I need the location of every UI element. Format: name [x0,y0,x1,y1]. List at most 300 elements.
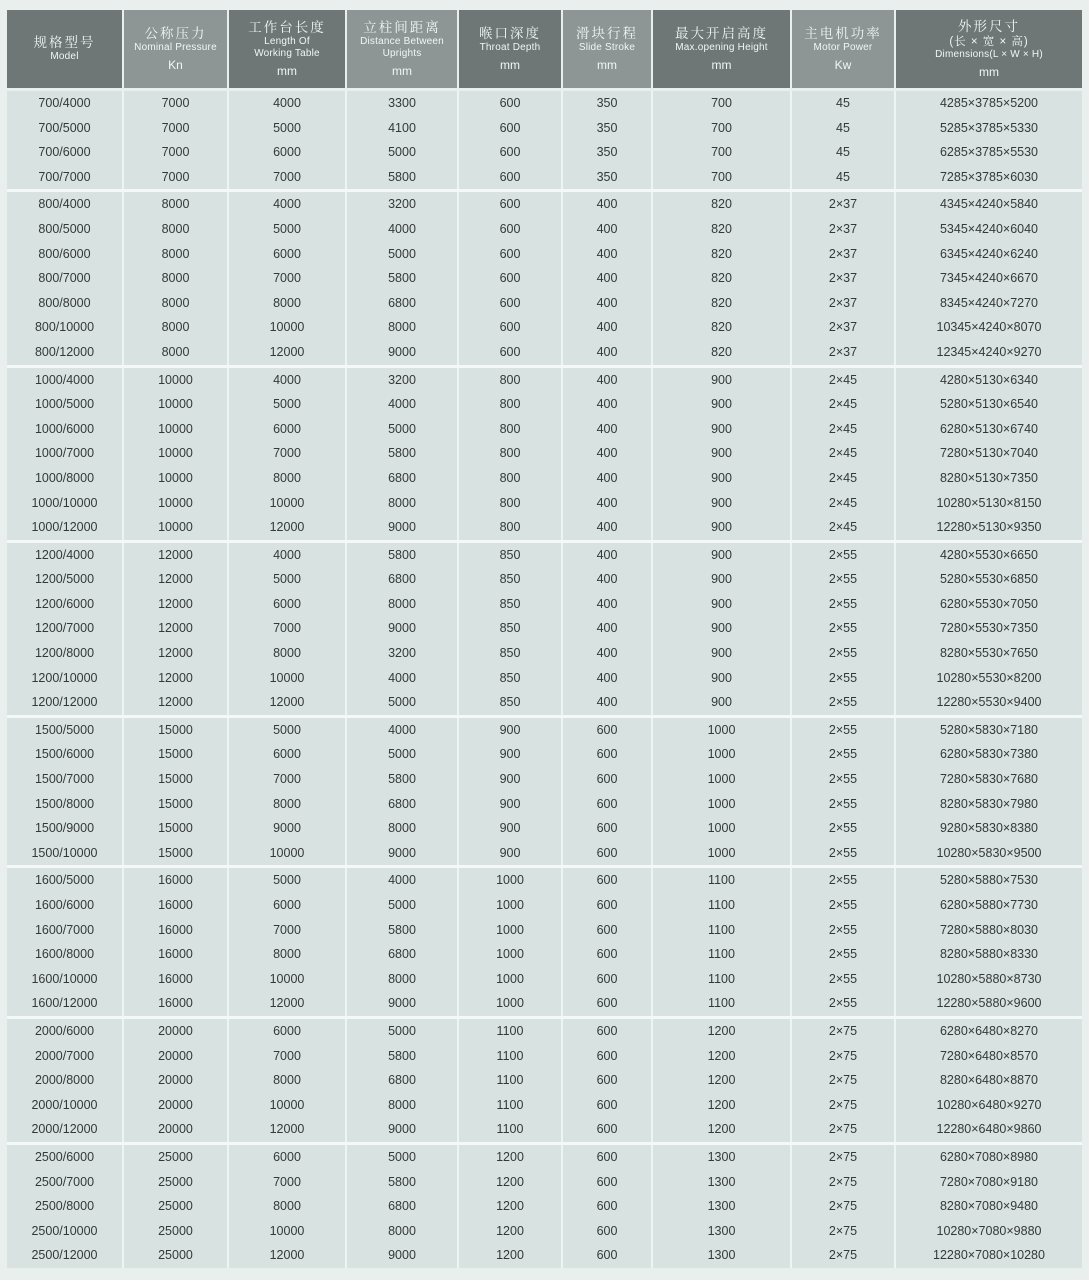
cell-throat-depth: 600 [459,192,561,217]
cell-max-opening-height: 1000 [653,742,790,767]
cell-working-table-length: 8000 [229,792,345,817]
cell-uprights-distance: 9000 [347,991,457,1016]
cell-slide-stroke: 600 [563,991,651,1016]
cell-working-table-length: 7000 [229,616,345,641]
cell-motor-power: 2×55 [792,567,894,592]
cell-uprights-distance: 6800 [347,291,457,316]
cell-uprights-distance: 3200 [347,368,457,393]
table-row [7,841,1082,866]
cell-nominal-pressure: 15000 [124,816,227,841]
table-row [7,217,1082,242]
cell-max-opening-height: 900 [653,543,790,568]
cell-model: 1600/5000 [7,868,122,893]
table-row [7,1219,1082,1244]
header-text: Slide Stroke [578,42,636,53]
cell-working-table-length: 10000 [229,841,345,866]
cell-model: 2000/12000 [7,1117,122,1142]
cell-throat-depth: 1000 [459,893,561,918]
cell-model: 1600/7000 [7,918,122,943]
cell-working-table-length: 6000 [229,242,345,267]
cell-working-table-length: 7000 [229,1044,345,1069]
table-row [7,192,1082,217]
cell-throat-depth: 800 [459,441,561,466]
cell-model: 1200/10000 [7,666,122,691]
cell-working-table-length: 7000 [229,266,345,291]
cell-dimensions: 8280×5130×7350 [896,466,1082,491]
cell-dimensions: 6280×6480×8270 [896,1019,1082,1044]
cell-max-opening-height: 1300 [653,1145,790,1170]
cell-max-opening-height: 1000 [653,792,790,817]
cell-max-opening-height: 820 [653,266,790,291]
cell-dimensions: 10280×7080×9880 [896,1219,1082,1244]
table-row [7,1243,1082,1268]
cell-max-opening-height: 1100 [653,967,790,992]
cell-model: 2000/7000 [7,1044,122,1069]
cell-uprights-distance: 5800 [347,165,457,190]
cell-throat-depth: 1000 [459,942,561,967]
cell-dimensions: 5280×5130×6540 [896,392,1082,417]
cell-model: 2000/6000 [7,1019,122,1044]
table-row [7,718,1082,743]
cell-model: 1500/5000 [7,718,122,743]
cell-dimensions: 10280×5830×9500 [896,841,1082,866]
cell-nominal-pressure: 8000 [124,217,227,242]
cell-working-table-length: 12000 [229,515,345,540]
cell-dimensions: 7280×5880×8030 [896,918,1082,943]
cell-nominal-pressure: 15000 [124,718,227,743]
header-text: Kn [168,58,183,72]
cell-working-table-length: 12000 [229,991,345,1016]
cell-nominal-pressure: 20000 [124,1019,227,1044]
cell-slide-stroke: 400 [563,441,651,466]
cell-slide-stroke: 600 [563,967,651,992]
cell-motor-power: 2×55 [792,893,894,918]
cell-motor-power: 2×55 [792,792,894,817]
cell-max-opening-height: 1300 [653,1170,790,1195]
cell-nominal-pressure: 25000 [124,1243,227,1268]
cell-motor-power: 2×55 [792,767,894,792]
cell-slide-stroke: 400 [563,266,651,291]
cell-dimensions: 8280×5830×7980 [896,792,1082,817]
cell-nominal-pressure: 7000 [124,165,227,190]
cell-nominal-pressure: 12000 [124,666,227,691]
cell-uprights-distance: 8000 [347,1219,457,1244]
cell-uprights-distance: 9000 [347,515,457,540]
table-row [7,417,1082,442]
cell-motor-power: 2×55 [792,868,894,893]
cell-uprights-distance: 8000 [347,491,457,516]
cell-max-opening-height: 900 [653,515,790,540]
cell-motor-power: 2×45 [792,491,894,516]
cell-nominal-pressure: 8000 [124,192,227,217]
cell-uprights-distance: 9000 [347,340,457,365]
cell-model: 800/7000 [7,266,122,291]
cell-motor-power: 2×55 [792,942,894,967]
cell-uprights-distance: 6800 [347,1068,457,1093]
cell-working-table-length: 10000 [229,1219,345,1244]
cell-dimensions: 12280×5130×9350 [896,515,1082,540]
cell-motor-power: 2×55 [792,592,894,617]
table-row [7,91,1082,116]
cell-motor-power: 2×55 [792,991,894,1016]
cell-dimensions: 6280×5880×7730 [896,893,1082,918]
cell-dimensions: 4285×3785×5200 [896,91,1082,116]
cell-dimensions: 7280×5830×7680 [896,767,1082,792]
cell-uprights-distance: 5000 [347,742,457,767]
cell-throat-depth: 900 [459,742,561,767]
cell-dimensions: 7285×3785×6030 [896,165,1082,190]
cell-uprights-distance: 5000 [347,1145,457,1170]
cell-motor-power: 2×75 [792,1068,894,1093]
cell-max-opening-height: 1200 [653,1019,790,1044]
cell-dimensions: 7280×7080×9180 [896,1170,1082,1195]
cell-working-table-length: 8000 [229,641,345,666]
cell-uprights-distance: 6800 [347,466,457,491]
cell-nominal-pressure: 25000 [124,1170,227,1195]
cell-uprights-distance: 9000 [347,1117,457,1142]
table-row [7,592,1082,617]
header-text: Uprights [382,48,422,59]
cell-motor-power: 45 [792,116,894,141]
cell-uprights-distance: 5000 [347,893,457,918]
cell-working-table-length: 4000 [229,192,345,217]
cell-nominal-pressure: 10000 [124,392,227,417]
cell-working-table-length: 6000 [229,893,345,918]
cell-dimensions: 6285×3785×5530 [896,140,1082,165]
cell-slide-stroke: 400 [563,315,651,340]
cell-model: 800/4000 [7,192,122,217]
header-text: 滑块行程 [576,26,638,41]
cell-throat-depth: 1000 [459,918,561,943]
cell-motor-power: 2×45 [792,368,894,393]
cell-motor-power: 2×45 [792,392,894,417]
table-row [7,1145,1082,1170]
cell-dimensions: 10280×5880×8730 [896,967,1082,992]
cell-throat-depth: 1100 [459,1019,561,1044]
table-row [7,1093,1082,1118]
cell-model: 1200/7000 [7,616,122,641]
cell-dimensions: 7345×4240×6670 [896,266,1082,291]
cell-throat-depth: 1200 [459,1170,561,1195]
cell-max-opening-height: 1000 [653,767,790,792]
cell-model: 2000/10000 [7,1093,122,1118]
cell-uprights-distance: 6800 [347,942,457,967]
cell-working-table-length: 5000 [229,217,345,242]
table-row [7,1068,1082,1093]
cell-slide-stroke: 400 [563,242,651,267]
table-row [7,816,1082,841]
cell-dimensions: 12280×7080×10280 [896,1243,1082,1268]
cell-working-table-length: 4000 [229,543,345,568]
header-text: Distance Between [360,36,444,47]
cell-working-table-length: 10000 [229,967,345,992]
cell-dimensions: 10280×5530×8200 [896,666,1082,691]
cell-throat-depth: 850 [459,641,561,666]
header-text: mm [277,64,297,78]
cell-uprights-distance: 9000 [347,616,457,641]
cell-model: 1000/8000 [7,466,122,491]
cell-nominal-pressure: 12000 [124,592,227,617]
cell-dimensions: 9280×5830×8380 [896,816,1082,841]
cell-nominal-pressure: 10000 [124,417,227,442]
cell-throat-depth: 800 [459,392,561,417]
cell-motor-power: 2×75 [792,1093,894,1118]
cell-slide-stroke: 400 [563,641,651,666]
cell-slide-stroke: 600 [563,1044,651,1069]
cell-model: 700/4000 [7,91,122,116]
cell-uprights-distance: 4000 [347,392,457,417]
cell-max-opening-height: 1300 [653,1194,790,1219]
cell-model: 1500/8000 [7,792,122,817]
cell-model: 700/6000 [7,140,122,165]
cell-max-opening-height: 1200 [653,1068,790,1093]
cell-throat-depth: 600 [459,315,561,340]
header-cell-uprights-distance [347,10,457,88]
cell-working-table-length: 7000 [229,767,345,792]
cell-dimensions: 8280×5880×8330 [896,942,1082,967]
table-row [7,392,1082,417]
header-cell-slide-stroke [563,10,651,88]
cell-max-opening-height: 900 [653,417,790,442]
cell-nominal-pressure: 15000 [124,742,227,767]
cell-uprights-distance: 5000 [347,1019,457,1044]
cell-motor-power: 2×37 [792,340,894,365]
cell-max-opening-height: 900 [653,616,790,641]
cell-working-table-length: 8000 [229,1068,345,1093]
cell-dimensions: 5280×5530×6850 [896,567,1082,592]
cell-slide-stroke: 600 [563,1019,651,1044]
table-row [7,666,1082,691]
cell-slide-stroke: 400 [563,515,651,540]
table-header [7,10,1082,88]
header-text: mm [979,65,999,79]
cell-throat-depth: 850 [459,543,561,568]
header-cell-dimensions [896,10,1082,88]
cell-model: 1000/7000 [7,441,122,466]
cell-slide-stroke: 600 [563,868,651,893]
cell-slide-stroke: 600 [563,816,651,841]
cell-model: 1000/10000 [7,491,122,516]
cell-nominal-pressure: 10000 [124,441,227,466]
cell-throat-depth: 1000 [459,991,561,1016]
cell-max-opening-height: 900 [653,392,790,417]
header-cell-nominal-pressure [124,10,227,88]
cell-dimensions: 5345×4240×6040 [896,217,1082,242]
header-text: 喉口深度 [479,26,541,41]
cell-max-opening-height: 700 [653,91,790,116]
cell-nominal-pressure: 10000 [124,466,227,491]
cell-dimensions: 5280×5880×7530 [896,868,1082,893]
cell-model: 800/5000 [7,217,122,242]
cell-throat-depth: 1200 [459,1219,561,1244]
cell-max-opening-height: 900 [653,666,790,691]
cell-uprights-distance: 5000 [347,242,457,267]
cell-slide-stroke: 600 [563,792,651,817]
cell-max-opening-height: 820 [653,242,790,267]
cell-max-opening-height: 820 [653,315,790,340]
cell-uprights-distance: 5800 [347,1044,457,1069]
cell-uprights-distance: 3200 [347,641,457,666]
cell-max-opening-height: 1200 [653,1044,790,1069]
cell-dimensions: 6280×5130×6740 [896,417,1082,442]
cell-max-opening-height: 1200 [653,1117,790,1142]
cell-throat-depth: 600 [459,140,561,165]
table-row [7,792,1082,817]
cell-nominal-pressure: 25000 [124,1145,227,1170]
cell-slide-stroke: 600 [563,841,651,866]
cell-throat-depth: 600 [459,165,561,190]
cell-max-opening-height: 1000 [653,816,790,841]
cell-slide-stroke: 600 [563,1068,651,1093]
cell-nominal-pressure: 16000 [124,991,227,1016]
cell-motor-power: 2×37 [792,192,894,217]
cell-motor-power: 2×75 [792,1117,894,1142]
cell-model: 800/6000 [7,242,122,267]
table-row [7,868,1082,893]
cell-model: 1000/12000 [7,515,122,540]
cell-slide-stroke: 400 [563,616,651,641]
cell-nominal-pressure: 16000 [124,868,227,893]
cell-max-opening-height: 1300 [653,1243,790,1268]
cell-max-opening-height: 700 [653,116,790,141]
table-row [7,242,1082,267]
cell-working-table-length: 4000 [229,91,345,116]
cell-motor-power: 45 [792,91,894,116]
cell-uprights-distance: 5800 [347,266,457,291]
cell-throat-depth: 850 [459,567,561,592]
cell-throat-depth: 600 [459,91,561,116]
cell-working-table-length: 5000 [229,868,345,893]
cell-dimensions: 4280×5130×6340 [896,368,1082,393]
cell-working-table-length: 6000 [229,742,345,767]
cell-working-table-length: 6000 [229,1145,345,1170]
cell-motor-power: 2×37 [792,242,894,267]
cell-throat-depth: 1100 [459,1068,561,1093]
cell-max-opening-height: 1100 [653,868,790,893]
cell-dimensions: 8280×7080×9480 [896,1194,1082,1219]
header-text: 规格型号 [33,35,96,50]
cell-throat-depth: 1100 [459,1044,561,1069]
cell-nominal-pressure: 7000 [124,140,227,165]
cell-dimensions: 4345×4240×5840 [896,192,1082,217]
table-row [7,1117,1082,1142]
cell-motor-power: 2×37 [792,217,894,242]
cell-working-table-length: 7000 [229,1170,345,1195]
cell-uprights-distance: 3200 [347,192,457,217]
cell-nominal-pressure: 20000 [124,1044,227,1069]
table-row [7,1194,1082,1219]
cell-uprights-distance: 5800 [347,441,457,466]
table-row [7,742,1082,767]
cell-slide-stroke: 400 [563,368,651,393]
cell-working-table-length: 10000 [229,315,345,340]
cell-uprights-distance: 9000 [347,841,457,866]
cell-max-opening-height: 900 [653,466,790,491]
cell-dimensions: 7280×6480×8570 [896,1044,1082,1069]
cell-throat-depth: 850 [459,690,561,715]
cell-max-opening-height: 1100 [653,942,790,967]
cell-model: 1500/6000 [7,742,122,767]
header-text: Dimensions(L × W × H) [935,49,1043,60]
cell-slide-stroke: 600 [563,1219,651,1244]
cell-model: 1600/8000 [7,942,122,967]
header-text: 公称压力 [144,26,207,41]
cell-motor-power: 2×75 [792,1219,894,1244]
cell-working-table-length: 10000 [229,666,345,691]
cell-max-opening-height: 900 [653,368,790,393]
cell-nominal-pressure: 20000 [124,1068,227,1093]
table-row [7,165,1082,190]
cell-throat-depth: 1200 [459,1145,561,1170]
cell-nominal-pressure: 25000 [124,1194,227,1219]
table-row [7,991,1082,1016]
cell-model: 1000/4000 [7,368,122,393]
table-row [7,641,1082,666]
cell-working-table-length: 7000 [229,918,345,943]
cell-throat-depth: 900 [459,792,561,817]
cell-throat-depth: 1200 [459,1194,561,1219]
header-text: 工作台长度 [248,20,326,35]
cell-model: 2500/10000 [7,1219,122,1244]
cell-uprights-distance: 8000 [347,816,457,841]
header-text: Length Of [264,36,310,47]
cell-slide-stroke: 600 [563,1117,651,1142]
cell-max-opening-height: 900 [653,690,790,715]
cell-dimensions: 6280×5530×7050 [896,592,1082,617]
cell-max-opening-height: 900 [653,491,790,516]
cell-nominal-pressure: 8000 [124,266,227,291]
cell-working-table-length: 8000 [229,466,345,491]
cell-uprights-distance: 4100 [347,116,457,141]
cell-motor-power: 2×55 [792,641,894,666]
cell-max-opening-height: 900 [653,441,790,466]
cell-uprights-distance: 5800 [347,1170,457,1195]
cell-slide-stroke: 400 [563,491,651,516]
table-row [7,368,1082,393]
cell-working-table-length: 5000 [229,392,345,417]
cell-working-table-length: 12000 [229,1243,345,1268]
cell-motor-power: 2×55 [792,742,894,767]
cell-slide-stroke: 400 [563,543,651,568]
cell-motor-power: 2×75 [792,1145,894,1170]
cell-motor-power: 2×55 [792,666,894,691]
cell-slide-stroke: 400 [563,690,651,715]
cell-slide-stroke: 400 [563,592,651,617]
cell-nominal-pressure: 7000 [124,116,227,141]
cell-dimensions: 10345×4240×8070 [896,315,1082,340]
cell-slide-stroke: 600 [563,918,651,943]
cell-motor-power: 2×45 [792,515,894,540]
cell-uprights-distance: 8000 [347,967,457,992]
cell-uprights-distance: 5800 [347,543,457,568]
table-row [7,1170,1082,1195]
table-row [7,515,1082,540]
cell-uprights-distance: 5000 [347,140,457,165]
cell-slide-stroke: 600 [563,1243,651,1268]
cell-working-table-length: 7000 [229,165,345,190]
cell-nominal-pressure: 12000 [124,690,227,715]
cell-nominal-pressure: 16000 [124,918,227,943]
cell-slide-stroke: 600 [563,1145,651,1170]
header-text: 外形尺寸 [958,19,1020,34]
cell-slide-stroke: 400 [563,567,651,592]
cell-working-table-length: 7000 [229,441,345,466]
cell-motor-power: 2×37 [792,291,894,316]
cell-slide-stroke: 600 [563,1093,651,1118]
header-text: mm [392,64,412,78]
header-cell-throat-depth [459,10,561,88]
cell-working-table-length: 8000 [229,291,345,316]
